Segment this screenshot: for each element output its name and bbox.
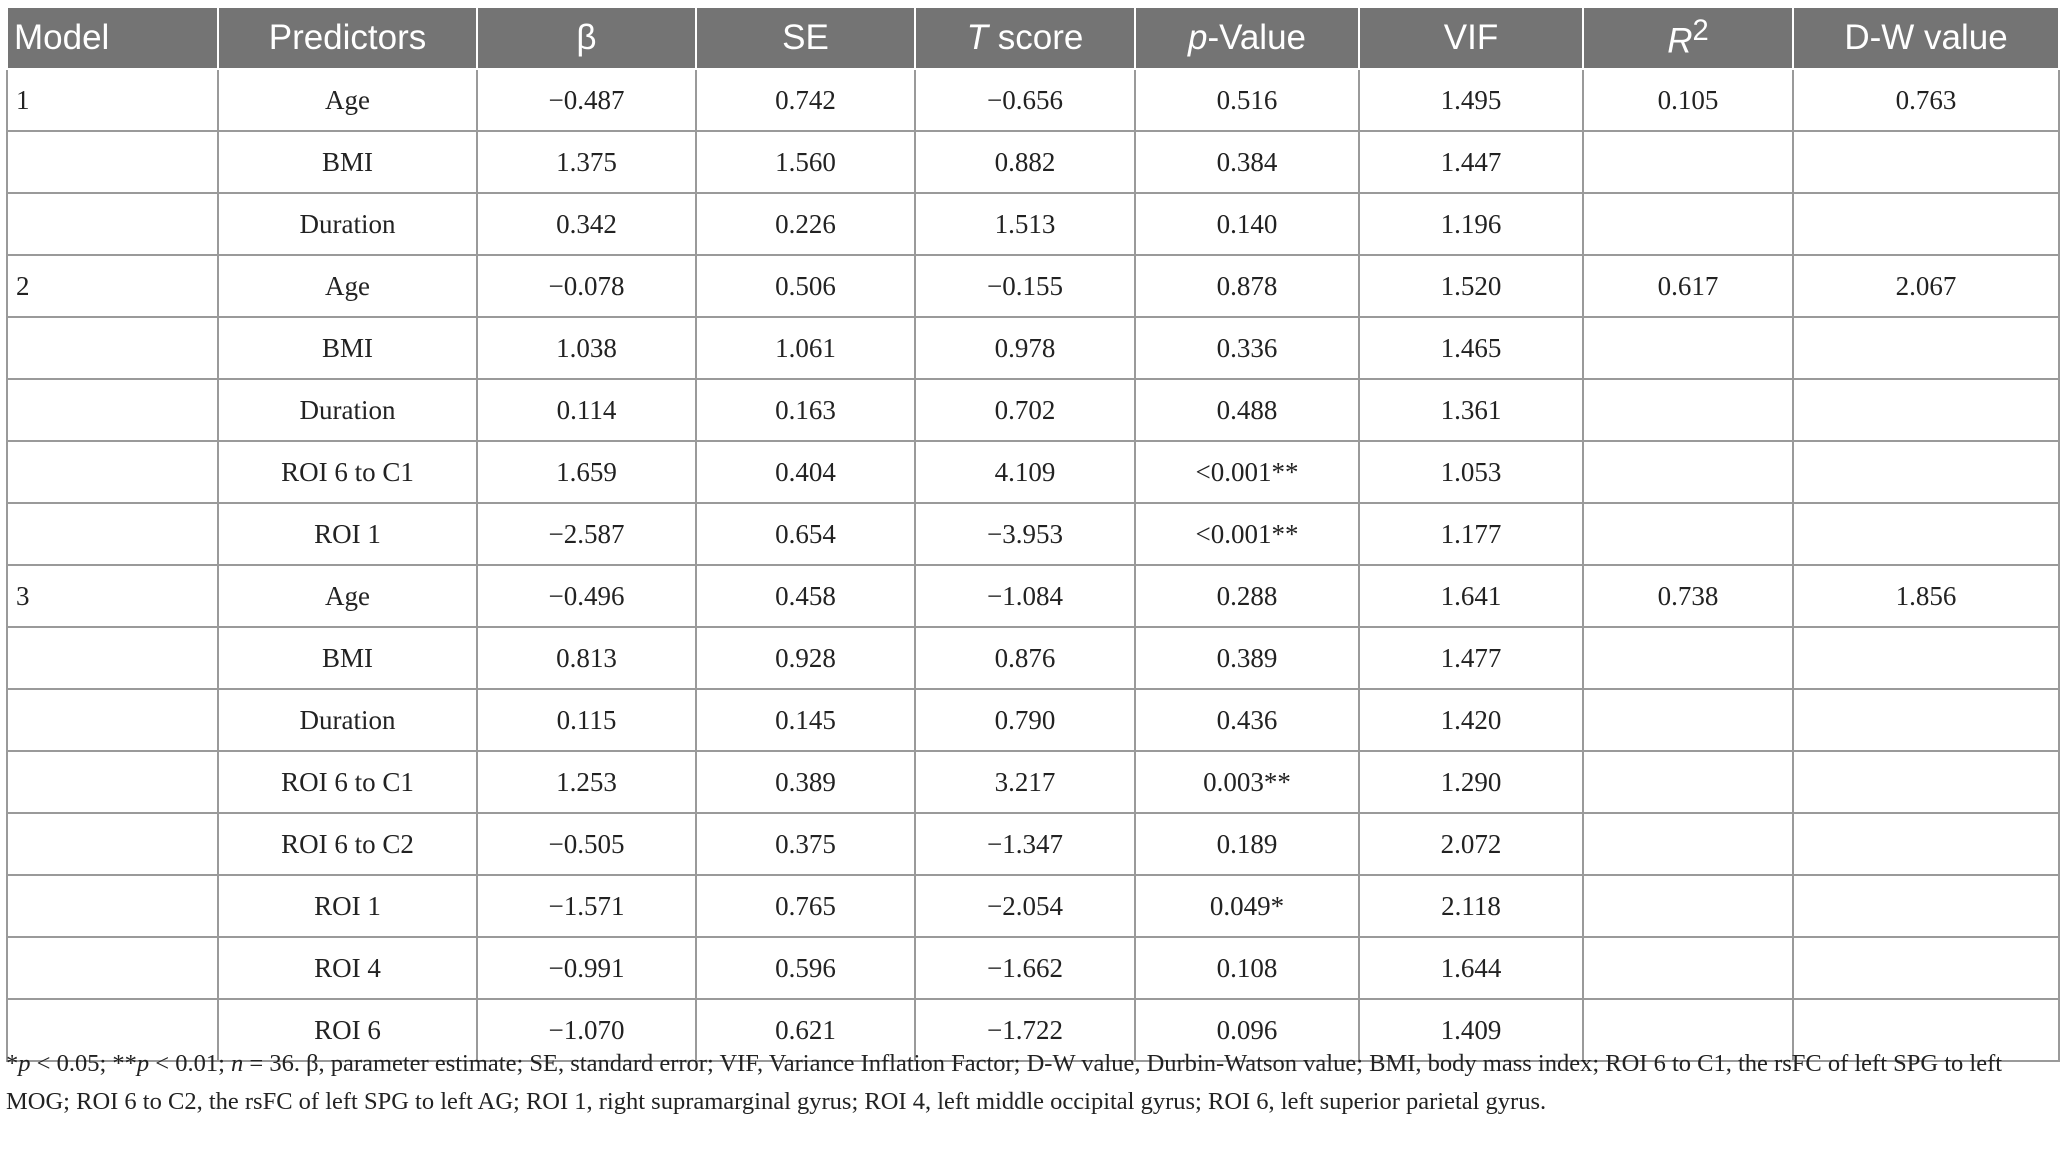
cell-r-squared	[1583, 193, 1793, 255]
cell-dw-value	[1793, 317, 2059, 379]
cell-t-score: −2.054	[915, 875, 1135, 937]
footnote-star: *	[6, 1050, 19, 1077]
cell-t-score: −1.662	[915, 937, 1135, 999]
header-vif: VIF	[1359, 7, 1583, 69]
cell-se: 0.621	[696, 999, 915, 1061]
header-se: SE	[696, 7, 915, 69]
cell-model	[7, 317, 218, 379]
cell-dw-value	[1793, 441, 2059, 503]
cell-p-value: 0.878	[1135, 255, 1359, 317]
cell-dw-value	[1793, 875, 2059, 937]
header-t-score-symbol: T	[966, 18, 989, 57]
cell-r-squared: 0.738	[1583, 565, 1793, 627]
cell-vif: 1.520	[1359, 255, 1583, 317]
cell-predictor: BMI	[218, 131, 477, 193]
cell-r-squared	[1583, 937, 1793, 999]
table-row	[7, 689, 2059, 751]
header-dw-value: D-W value	[1793, 7, 2059, 69]
cell-r-squared	[1583, 751, 1793, 813]
header-t-score	[915, 7, 1135, 69]
cell-predictor: Age	[218, 255, 477, 317]
cell-model	[7, 689, 218, 751]
cell-model: 1	[7, 69, 218, 131]
cell-beta: 0.342	[477, 193, 696, 255]
table-row	[7, 875, 2059, 937]
table-header	[7, 7, 2059, 69]
cell-r-squared	[1583, 441, 1793, 503]
cell-t-score: −3.953	[915, 503, 1135, 565]
cell-predictor: ROI 4	[218, 937, 477, 999]
footnote-p-symbol: p	[18, 1050, 31, 1077]
cell-predictor: Age	[218, 565, 477, 627]
cell-predictor: ROI 6 to C2	[218, 813, 477, 875]
cell-r-squared: 0.105	[1583, 69, 1793, 131]
header-r-symbol: R	[1667, 21, 1693, 61]
cell-model	[7, 131, 218, 193]
cell-dw-value	[1793, 751, 2059, 813]
header-p-symbol: p	[1187, 18, 1208, 57]
header-r-exponent: 2	[1692, 14, 1709, 47]
table-row	[7, 131, 2059, 193]
cell-model	[7, 503, 218, 565]
cell-t-score: 1.513	[915, 193, 1135, 255]
cell-predictor: Duration	[218, 379, 477, 441]
cell-se: 0.375	[696, 813, 915, 875]
cell-predictor: ROI 6 to C1	[218, 751, 477, 813]
cell-beta: −1.070	[477, 999, 696, 1061]
cell-t-score: 0.702	[915, 379, 1135, 441]
cell-t-score: −1.347	[915, 813, 1135, 875]
cell-model	[7, 813, 218, 875]
cell-p-value: 0.436	[1135, 689, 1359, 751]
cell-se: 0.928	[696, 627, 915, 689]
cell-p-value: <0.001**	[1135, 441, 1359, 503]
footnote-threshold-2: < 0.01;	[149, 1050, 231, 1077]
cell-predictor: Duration	[218, 193, 477, 255]
cell-beta: −2.587	[477, 503, 696, 565]
cell-beta: 1.659	[477, 441, 696, 503]
cell-t-score: 3.217	[915, 751, 1135, 813]
cell-p-value: 0.049*	[1135, 875, 1359, 937]
cell-beta: 0.115	[477, 689, 696, 751]
cell-t-score: −0.155	[915, 255, 1135, 317]
cell-model: 2	[7, 255, 218, 317]
cell-model	[7, 379, 218, 441]
cell-p-value: 0.140	[1135, 193, 1359, 255]
cell-p-value: 0.189	[1135, 813, 1359, 875]
header-t-score-word: score	[988, 18, 1084, 57]
cell-beta: 1.375	[477, 131, 696, 193]
cell-t-score: −1.722	[915, 999, 1135, 1061]
footnote-double-star: **	[112, 1050, 137, 1077]
cell-r-squared: 0.617	[1583, 255, 1793, 317]
cell-vif: 1.361	[1359, 379, 1583, 441]
cell-model	[7, 937, 218, 999]
cell-dw-value	[1793, 627, 2059, 689]
table-row	[7, 193, 2059, 255]
header-p-word: -Value	[1207, 18, 1307, 57]
cell-r-squared	[1583, 875, 1793, 937]
cell-se: 0.404	[696, 441, 915, 503]
cell-beta: −0.496	[477, 565, 696, 627]
cell-se: 0.742	[696, 69, 915, 131]
footnote-n-symbol: n	[231, 1050, 244, 1077]
cell-beta: 0.813	[477, 627, 696, 689]
cell-dw-value	[1793, 937, 2059, 999]
cell-vif: 2.118	[1359, 875, 1583, 937]
cell-model	[7, 441, 218, 503]
cell-p-value: 0.488	[1135, 379, 1359, 441]
cell-vif: 1.053	[1359, 441, 1583, 503]
table-row	[7, 565, 2059, 627]
footnote-p-symbol-2: p	[136, 1050, 150, 1077]
cell-p-value: 0.003**	[1135, 751, 1359, 813]
cell-p-value: 0.336	[1135, 317, 1359, 379]
cell-vif: 1.290	[1359, 751, 1583, 813]
table-body	[7, 69, 2059, 1061]
cell-r-squared	[1583, 503, 1793, 565]
regression-table	[6, 6, 2060, 1062]
cell-predictor: ROI 1	[218, 875, 477, 937]
table-row	[7, 627, 2059, 689]
table-row	[7, 937, 2059, 999]
cell-model: 3	[7, 565, 218, 627]
cell-se: 0.145	[696, 689, 915, 751]
cell-predictor: BMI	[218, 627, 477, 689]
cell-t-score: −0.656	[915, 69, 1135, 131]
cell-t-score: 4.109	[915, 441, 1135, 503]
cell-t-score: 0.876	[915, 627, 1135, 689]
table-row	[7, 69, 2059, 131]
cell-se: 0.226	[696, 193, 915, 255]
cell-p-value: <0.001**	[1135, 503, 1359, 565]
cell-se: 0.458	[696, 565, 915, 627]
cell-vif: 1.644	[1359, 937, 1583, 999]
cell-beta: −0.505	[477, 813, 696, 875]
cell-vif: 1.477	[1359, 627, 1583, 689]
cell-p-value: 0.389	[1135, 627, 1359, 689]
cell-p-value: 0.108	[1135, 937, 1359, 999]
header-r-squared	[1583, 7, 1793, 69]
cell-beta: −1.571	[477, 875, 696, 937]
cell-dw-value	[1793, 689, 2059, 751]
cell-r-squared	[1583, 689, 1793, 751]
cell-p-value: 0.516	[1135, 69, 1359, 131]
cell-predictor: Duration	[218, 689, 477, 751]
footnote-threshold-1: < 0.05;	[30, 1050, 113, 1077]
cell-se: 0.596	[696, 937, 915, 999]
header-row	[7, 7, 2059, 69]
cell-t-score: 0.790	[915, 689, 1135, 751]
cell-vif: 1.447	[1359, 131, 1583, 193]
cell-dw-value	[1793, 503, 2059, 565]
cell-vif: 1.409	[1359, 999, 1583, 1061]
cell-model	[7, 627, 218, 689]
cell-dw-value: 0.763	[1793, 69, 2059, 131]
cell-r-squared	[1583, 131, 1793, 193]
cell-se: 1.560	[696, 131, 915, 193]
cell-dw-value: 1.856	[1793, 565, 2059, 627]
cell-predictor: ROI 6	[218, 999, 477, 1061]
cell-p-value: 0.288	[1135, 565, 1359, 627]
cell-t-score: 0.882	[915, 131, 1135, 193]
cell-beta: 0.114	[477, 379, 696, 441]
cell-se: 0.506	[696, 255, 915, 317]
cell-beta: 1.253	[477, 751, 696, 813]
cell-r-squared	[1583, 317, 1793, 379]
cell-se: 0.389	[696, 751, 915, 813]
cell-dw-value	[1793, 813, 2059, 875]
header-model: Model	[7, 7, 218, 69]
cell-vif: 1.495	[1359, 69, 1583, 131]
cell-r-squared	[1583, 813, 1793, 875]
cell-model	[7, 875, 218, 937]
cell-dw-value	[1793, 131, 2059, 193]
table-row	[7, 751, 2059, 813]
regression-table-container	[6, 6, 2058, 1062]
cell-dw-value	[1793, 379, 2059, 441]
cell-se: 0.765	[696, 875, 915, 937]
cell-predictor: ROI 6 to C1	[218, 441, 477, 503]
cell-predictor: ROI 1	[218, 503, 477, 565]
footnote-text: = 36. β, parameter estimate; SE, standard error; VIF, Variance Inflation Factor; D-W value, Durbin-Watson value; BMI, body mass index; ROI 6 to C1, the rsFC of left SPG to left MOG; ROI 6 to C2, the rsFC of left SPG to left AG; ROI 1, right supramarginal gyrus; ROI 4, left middle occipital gyrus; ROI 6, left superior parietal gyrus.	[6, 1050, 2003, 1115]
cell-vif: 1.196	[1359, 193, 1583, 255]
cell-se: 0.654	[696, 503, 915, 565]
cell-r-squared	[1583, 379, 1793, 441]
cell-beta: −0.487	[477, 69, 696, 131]
cell-dw-value	[1793, 193, 2059, 255]
table-footnote	[6, 1045, 2056, 1121]
cell-se: 1.061	[696, 317, 915, 379]
cell-beta: −0.078	[477, 255, 696, 317]
cell-p-value: 0.096	[1135, 999, 1359, 1061]
cell-t-score: 0.978	[915, 317, 1135, 379]
cell-vif: 1.641	[1359, 565, 1583, 627]
cell-vif: 1.465	[1359, 317, 1583, 379]
cell-predictor: BMI	[218, 317, 477, 379]
cell-beta: 1.038	[477, 317, 696, 379]
table-row	[7, 441, 2059, 503]
table-row	[7, 813, 2059, 875]
cell-predictor: Age	[218, 69, 477, 131]
cell-vif: 2.072	[1359, 813, 1583, 875]
table-row	[7, 317, 2059, 379]
header-p-value	[1135, 7, 1359, 69]
cell-p-value: 0.384	[1135, 131, 1359, 193]
cell-vif: 1.420	[1359, 689, 1583, 751]
cell-model	[7, 751, 218, 813]
table-row	[7, 503, 2059, 565]
cell-dw-value: 2.067	[1793, 255, 2059, 317]
cell-se: 0.163	[696, 379, 915, 441]
header-beta: β	[477, 7, 696, 69]
cell-t-score: −1.084	[915, 565, 1135, 627]
cell-vif: 1.177	[1359, 503, 1583, 565]
cell-beta: −0.991	[477, 937, 696, 999]
header-predictors: Predictors	[218, 7, 477, 69]
cell-r-squared	[1583, 627, 1793, 689]
table-row	[7, 379, 2059, 441]
cell-model	[7, 193, 218, 255]
table-row	[7, 255, 2059, 317]
